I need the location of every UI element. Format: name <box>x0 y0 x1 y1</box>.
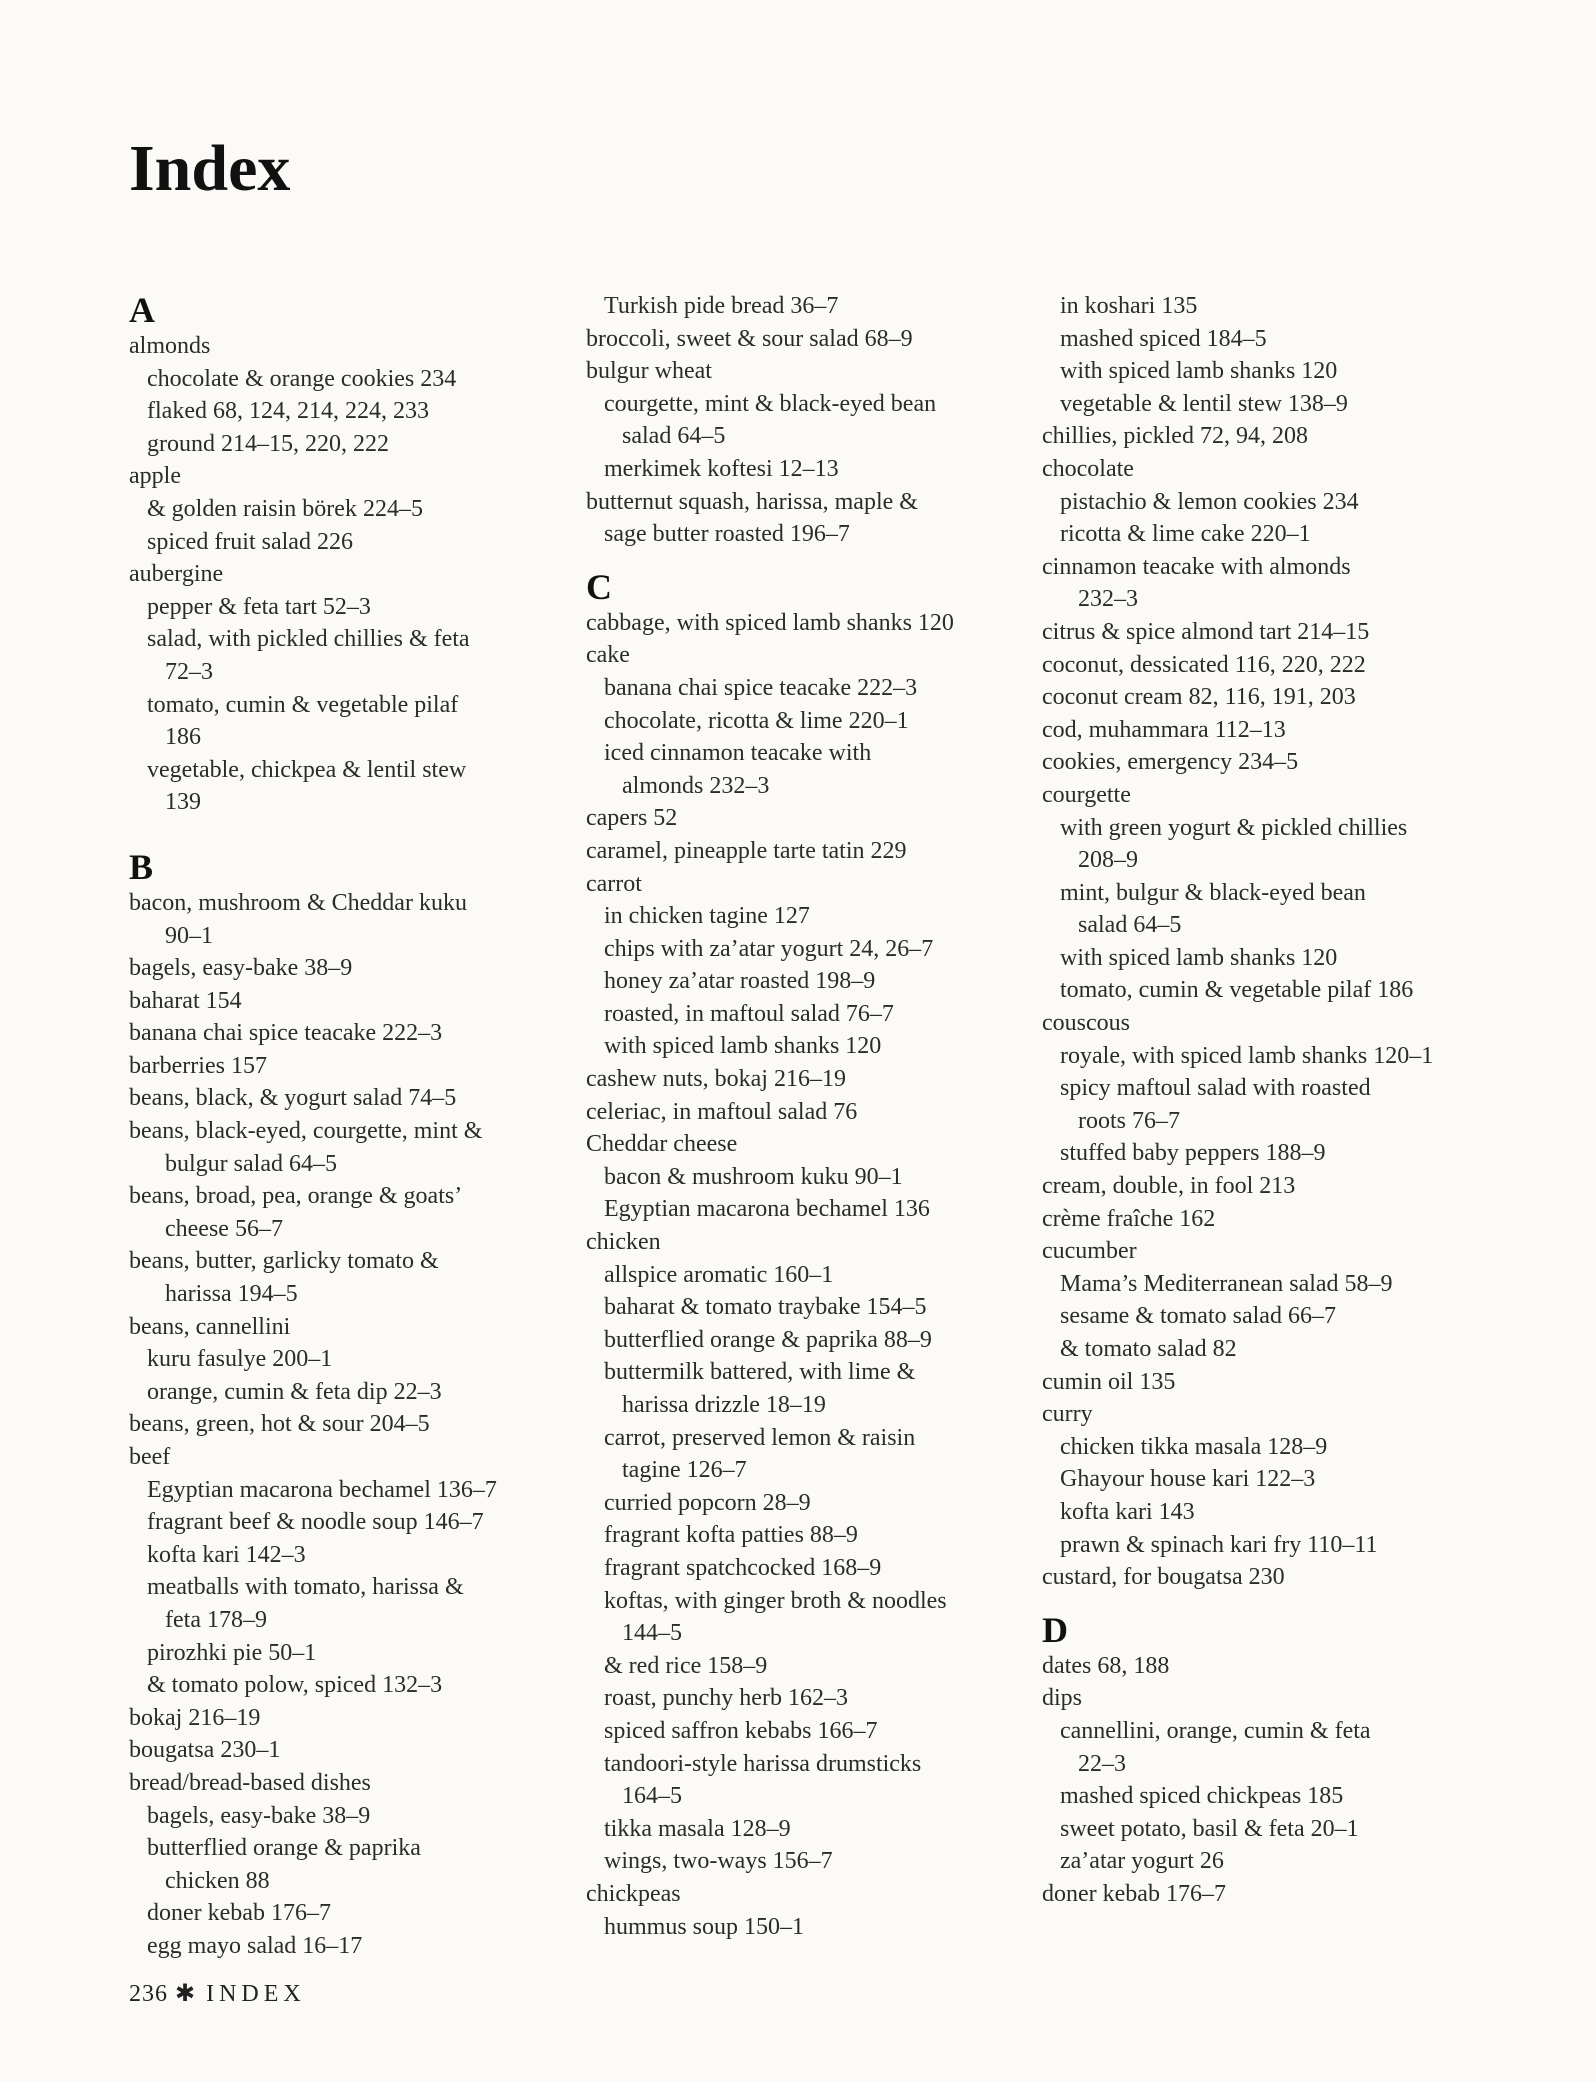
index-subentry: Egyptian macarona bechamel 136 <box>604 1196 930 1223</box>
index-subentry: chocolate & orange cookies 234 <box>147 365 457 392</box>
index-entry: bulgur wheat <box>586 358 712 385</box>
index-subentry: meatballs with tomato, harissa & <box>147 1574 464 1601</box>
page-number: 236 <box>129 1981 168 2007</box>
index-subentry: fragrant kofta patties 88–9 <box>604 1522 858 1549</box>
index-subentry: with green yogurt & pickled chillies <box>1060 814 1408 841</box>
index-subentry: cheese 56–7 <box>165 1215 283 1242</box>
index-subentry: stuffed baby peppers 188–9 <box>1060 1140 1326 1167</box>
index-subentry: 164–5 <box>622 1783 682 1810</box>
index-subentry: sage butter roasted 196–7 <box>604 521 850 548</box>
page-title: Index <box>129 132 291 205</box>
index-column-3 <box>1042 290 1482 1911</box>
index-entry: beans, black, & yogurt salad 74–5 <box>129 1085 457 1112</box>
index-subentry: Ghayour house kari 122–3 <box>1060 1466 1316 1493</box>
index-entry: chillies, pickled 72, 94, 208 <box>1042 423 1308 450</box>
index-subentry: mashed spiced chickpeas 185 <box>1060 1783 1344 1810</box>
index-entry: beans, butter, garlicky tomato & <box>129 1248 439 1275</box>
index-entry: cinnamon teacake with almonds <box>1042 553 1351 580</box>
index-subentry: bacon & mushroom kuku 90–1 <box>604 1163 903 1190</box>
index-subentry: roots 76–7 <box>1078 1107 1180 1134</box>
index-subentry: Mama’s Mediterranean salad 58–9 <box>1060 1270 1393 1297</box>
index-entry: chocolate <box>1042 455 1134 482</box>
index-subentry: 208–9 <box>1078 847 1138 874</box>
index-subentry: 72–3 <box>165 658 213 685</box>
index-entry: cake <box>586 642 630 669</box>
index-subentry: royale, with spiced lamb shanks 120–1 <box>1060 1042 1434 1069</box>
index-subentry: orange, cumin & feta dip 22–3 <box>147 1378 442 1405</box>
index-subentry: Egyptian macarona bechamel 136–7 <box>147 1476 497 1503</box>
index-entry: aubergine <box>129 561 224 588</box>
index-subentry: vegetable & lentil stew 138–9 <box>1060 390 1348 417</box>
index-subentry: with spiced lamb shanks 120 <box>1060 358 1338 385</box>
index-subentry: honey za’atar roasted 198–9 <box>604 968 876 995</box>
index-subentry: roast, punchy herb 162–3 <box>604 1685 848 1712</box>
section-letter: C <box>586 566 612 607</box>
index-subentry: tikka masala 128–9 <box>604 1815 791 1842</box>
index-subentry: fragrant spatchcocked 168–9 <box>604 1554 882 1581</box>
index-subentry: koftas, with ginger broth & noodles <box>604 1587 947 1614</box>
section-letter: D <box>1042 1609 1068 1650</box>
footer-separator: ✱ <box>175 1981 200 2007</box>
index-entry: crème fraîche 162 <box>1042 1205 1216 1232</box>
index-subentry: buttermilk battered, with lime & <box>604 1359 916 1386</box>
index-entry: coconut cream 82, 116, 191, 203 <box>1042 684 1356 711</box>
index-subentry: doner kebab 176–7 <box>147 1900 331 1927</box>
index-subentry: & tomato salad 82 <box>1060 1336 1237 1362</box>
section-letter: B <box>129 846 154 887</box>
index-subentry: banana chai spice teacake 222–3 <box>604 674 918 701</box>
index-entry: cashew nuts, bokaj 216–19 <box>586 1066 846 1093</box>
index-subentry: pirozhki pie 50–1 <box>147 1639 317 1666</box>
index-subentry: butterflied orange & paprika <box>147 1835 421 1862</box>
index-subentry: harissa 194–5 <box>165 1281 298 1308</box>
index-entry: beans, cannellini <box>129 1313 291 1340</box>
index-entry: doner kebab 176–7 <box>1042 1880 1226 1907</box>
index-entry: beans, green, hot & sour 204–5 <box>129 1411 430 1438</box>
index-entry: bougatsa 230–1 <box>129 1737 281 1764</box>
index-entry: beans, broad, pea, orange & goats’ <box>129 1183 463 1210</box>
index-entry: curry <box>1042 1401 1093 1428</box>
index-subentry: bulgur salad 64–5 <box>165 1150 337 1177</box>
index-entry: beans, black-eyed, courgette, mint & <box>129 1118 483 1145</box>
index-subentry: with spiced lamb shanks 120 <box>1060 944 1338 971</box>
index-subentry: 90–1 <box>165 922 213 949</box>
index-entry: Cheddar cheese <box>586 1131 738 1158</box>
page-footer <box>129 1979 306 2008</box>
index-subentry: & tomato polow, spiced 132–3 <box>147 1672 443 1699</box>
index-subentry: mashed spiced 184–5 <box>1060 325 1267 352</box>
index-subentry: chicken tikka masala 128–9 <box>1060 1433 1328 1460</box>
index-subentry: sweet potato, basil & feta 20–1 <box>1060 1815 1359 1842</box>
index-subentry: salad 64–5 <box>1078 912 1182 939</box>
index-subentry: pepper & feta tart 52–3 <box>147 593 371 620</box>
index-subentry: prawn & spinach kari fry 110–11 <box>1060 1531 1378 1558</box>
index-subentry: ricotta & lime cake 220–1 <box>1060 521 1311 548</box>
index-entry: cookies, emergency 234–5 <box>1042 749 1299 776</box>
index-entry: dips <box>1042 1685 1083 1712</box>
index-entry: cream, double, in fool 213 <box>1042 1173 1296 1200</box>
index-subentry: hummus soup 150–1 <box>604 1913 805 1940</box>
index-subentry: sesame & tomato salad 66–7 <box>1060 1303 1336 1330</box>
index-column-2 <box>586 290 1026 1943</box>
index-entry: capers 52 <box>586 805 678 832</box>
index-subentry: salad 64–5 <box>622 423 726 450</box>
index-entry: cod, muhammara 112–13 <box>1042 716 1286 743</box>
index-entry: carrot <box>586 870 642 897</box>
index-subentry: courgette, mint & black-eyed bean <box>604 390 937 417</box>
index-subentry: ground 214–15, 220, 222 <box>147 430 389 457</box>
index-entry: beef <box>129 1444 171 1470</box>
index-entry: caramel, pineapple tarte tatin 229 <box>586 837 907 864</box>
index-subentry: & golden raisin börek 224–5 <box>147 495 423 522</box>
index-subentry: chicken 88 <box>165 1867 270 1894</box>
index-subentry: carrot, preserved lemon & raisin <box>604 1424 916 1451</box>
index-entry: cumin oil 135 <box>1042 1368 1176 1395</box>
index-entry: dates 68, 188 <box>1042 1652 1170 1679</box>
index-subentry: roasted, in maftoul salad 76–7 <box>604 1000 894 1027</box>
index-subentry: wings, two-ways 156–7 <box>604 1848 833 1875</box>
index-subentry: tomato, cumin & vegetable pilaf 186 <box>1060 977 1414 1004</box>
index-entry: bread/bread-based dishes <box>129 1769 371 1796</box>
index-entry: coconut, dessicated 116, 220, 222 <box>1042 651 1366 678</box>
index-subentry: cannellini, orange, cumin & feta <box>1060 1717 1371 1744</box>
index-subentry: spiced fruit salad 226 <box>147 528 353 555</box>
index-subentry: chips with za’atar yogurt 24, 26–7 <box>604 935 934 962</box>
index-subentry: 22–3 <box>1078 1750 1126 1777</box>
index-subentry: spicy maftoul salad with roasted <box>1060 1075 1371 1102</box>
index-subentry: & red rice 158–9 <box>604 1652 768 1679</box>
index-entry: bagels, easy-bake 38–9 <box>129 955 353 982</box>
index-subentry: kofta kari 143 <box>1060 1498 1195 1525</box>
index-subentry: kofta kari 142–3 <box>147 1541 306 1568</box>
index-subentry: za’atar yogurt 26 <box>1060 1848 1224 1875</box>
index-entry: cucumber <box>1042 1238 1137 1265</box>
index-subentry: flaked 68, 124, 214, 224, 233 <box>147 398 429 425</box>
index-subentry: 139 <box>165 789 201 816</box>
footer-section: INDEX <box>206 1981 306 2007</box>
index-subentry: in chicken tagine 127 <box>604 903 810 930</box>
index-subentry: kuru fasulye 200–1 <box>147 1346 333 1373</box>
index-entry: bacon, mushroom & Cheddar kuku <box>129 889 467 916</box>
index-subentry: butterflied orange & paprika 88–9 <box>604 1326 932 1353</box>
index-entry: custard, for bougatsa 230 <box>1042 1564 1285 1591</box>
index-subentry: harissa drizzle 18–19 <box>622 1392 826 1418</box>
index-subentry: vegetable, chickpea & lentil stew <box>147 756 467 783</box>
index-subentry: almonds 232–3 <box>622 772 770 799</box>
index-subentry: mint, bulgur & black-eyed bean <box>1060 879 1366 906</box>
index-subentry: 186 <box>165 724 201 751</box>
index-subentry: fragrant beef & noodle soup 146–7 <box>147 1509 484 1536</box>
index-entry: courgette <box>1042 781 1131 808</box>
index-subentry: chocolate, ricotta & lime 220–1 <box>604 707 909 734</box>
index-subentry: tomato, cumin & vegetable pilaf <box>147 691 459 718</box>
index-subentry: 144–5 <box>622 1620 682 1647</box>
index-subentry: pistachio & lemon cookies 234 <box>1060 488 1359 515</box>
index-entry: citrus & spice almond tart 214–15 <box>1042 618 1370 645</box>
index-column-1 <box>129 290 569 1963</box>
index-entry: cabbage, with spiced lamb shanks 120 <box>586 609 954 636</box>
index-subentry: merkimek koftesi 12–13 <box>604 455 839 482</box>
index-subentry: egg mayo salad 16–17 <box>147 1932 363 1959</box>
index-entry: chickpeas <box>586 1880 681 1907</box>
index-entry: couscous <box>1042 1010 1130 1037</box>
index-subentry: tandoori-style harissa drumsticks <box>604 1750 922 1777</box>
index-subentry: curried popcorn 28–9 <box>604 1489 811 1516</box>
index-subentry: Turkish pide bread 36–7 <box>604 293 839 319</box>
index-subentry: bagels, easy-bake 38–9 <box>147 1802 371 1829</box>
index-entry: butternut squash, harissa, maple & <box>586 488 918 515</box>
index-entry: celeriac, in maftoul salad 76 <box>586 1098 858 1125</box>
index-subentry: with spiced lamb shanks 120 <box>604 1033 882 1060</box>
index-entry: barberries 157 <box>129 1052 267 1079</box>
index-subentry: iced cinnamon teacake with <box>604 740 872 767</box>
index-entry: almonds <box>129 333 211 359</box>
section-letter: A <box>129 290 155 330</box>
index-subentry: salad, with pickled chillies & feta <box>147 626 470 653</box>
index-subentry: in koshari 135 <box>1060 293 1198 319</box>
index-subentry: tagine 126–7 <box>622 1457 747 1484</box>
index-subentry: 232–3 <box>1078 586 1138 613</box>
index-subentry: spiced saffron kebabs 166–7 <box>604 1717 878 1744</box>
index-subentry: baharat & tomato traybake 154–5 <box>604 1294 927 1321</box>
index-entry: chicken <box>586 1229 661 1256</box>
index-subentry: feta 178–9 <box>165 1606 267 1633</box>
index-entry: baharat 154 <box>129 987 242 1014</box>
index-entry: broccoli, sweet & sour salad 68–9 <box>586 325 913 352</box>
index-entry: bokaj 216–19 <box>129 1704 261 1731</box>
index-entry: banana chai spice teacake 222–3 <box>129 1020 443 1047</box>
index-entry: apple <box>129 463 181 490</box>
index-subentry: allspice aromatic 160–1 <box>604 1261 834 1288</box>
